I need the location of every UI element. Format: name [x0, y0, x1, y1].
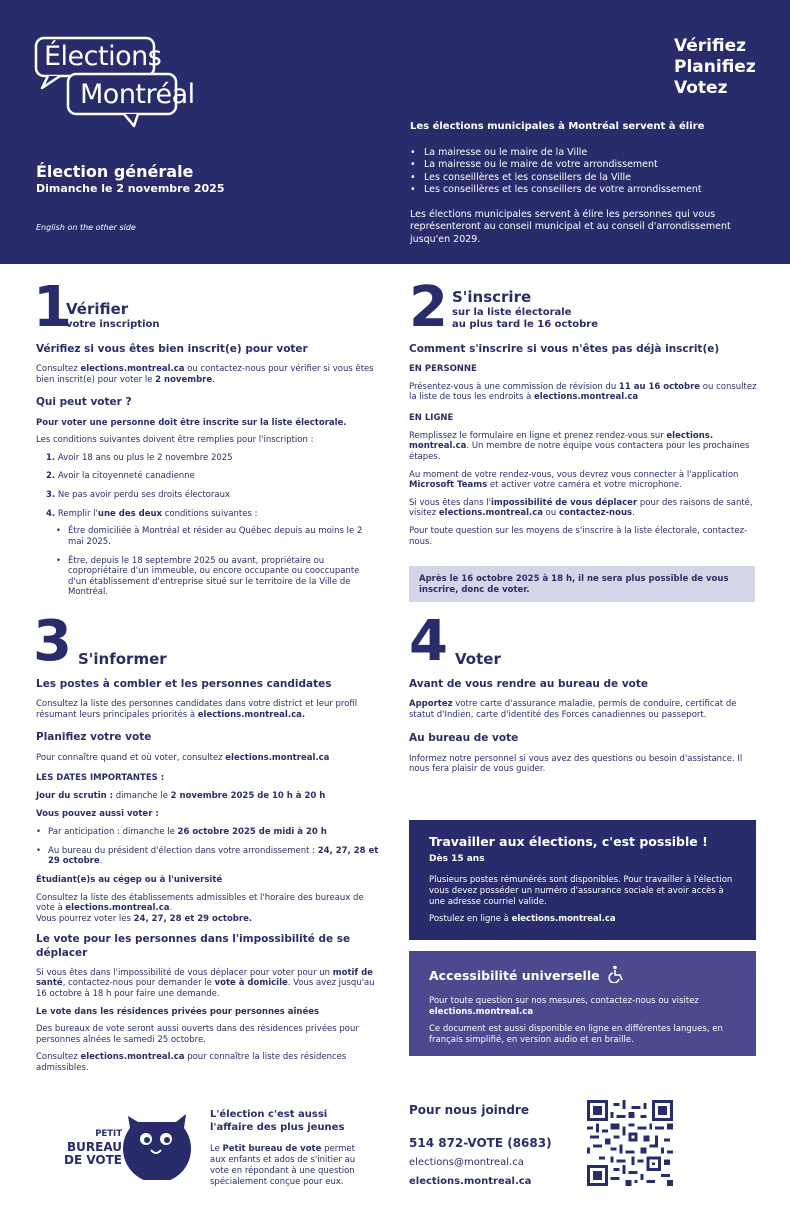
petit-bureau-logo	[52, 1128, 122, 1167]
section-4-body	[409, 678, 757, 782]
sub-condition: • Être domiciliée à Montréal et résider au Québec depuis au moins le 2 mai 2025.	[56, 526, 378, 547]
online-heading: EN LIGNE	[409, 413, 454, 423]
condition-item: 2. Avoir la citoyenneté canadienne	[46, 471, 195, 482]
conditions-intro: Les conditions suivantes doivent être remplies pour l'inscription :	[36, 435, 314, 446]
returning-office-item: • Au bureau du président d'élection dans votre arrondissement : 24, 27, 28 et 29 octobre.	[36, 846, 382, 867]
section-2-subtitle-1: sur la liste électorale	[452, 307, 572, 318]
tagline-verifiez: Vérifiez	[674, 36, 746, 56]
english-note: English on the other side	[36, 223, 136, 232]
logo-text-montreal: Montréal	[80, 79, 195, 110]
mobility-text: Si vous êtes dans l'impossibilité de vous déplacer pour des raisons de santé, visitez elections.montreal.ca ou contactez-nous.	[409, 497, 753, 519]
logo-bureau: BUREAU	[67, 1140, 122, 1154]
header-banner	[0, 0, 790, 264]
logo-petit: PETIT	[95, 1129, 122, 1139]
contact-phone[interactable]: 514 872-VOTE (8683)	[409, 1136, 552, 1150]
job-apply: Postulez en ligne à elections.montreal.ca	[429, 913, 616, 924]
intro-heading: Les élections municipales à Montréal servent à élire	[410, 121, 705, 132]
elections-montreal-logo	[34, 36, 195, 130]
condition-item: 3. Ne pas avoir perdu ses droits électoraux	[46, 490, 231, 500]
section-4-heading: Avant de vous rendre au bureau de vote	[409, 678, 649, 690]
election-day: Jour du scrutin : dimanche le 2 novembre 2025 de 10 h à 20 h	[36, 790, 326, 801]
candidates-text: Consultez la liste des personnes candidates dans votre district et leur profil résumant leurs principales priorités à elections.montreal.ca.	[36, 699, 358, 720]
question-text: Pour toute question sur les moyens de s'inscrire à la liste électorale, contactez-nous.	[409, 526, 748, 547]
accessibility-box	[409, 951, 756, 1056]
section-1-number: 1	[33, 275, 72, 340]
home-vote-text: Si vous êtes dans l'impossibilité de vous déplacer pour voter pour un motif de santé, contactez-nous pour demander le vote à domicile. Vous avez jusqu'au 16 octobre à 18 h pour faire une demande.	[36, 967, 375, 999]
tagline-votez: Votez	[674, 78, 728, 98]
students-heading: Étudiant(e)s au cégep ou à l'université	[36, 874, 223, 885]
condition-item: 4. Remplir l'une des deux conditions suivantes : • Être domiciliée à Montréal et résider au Québec depuis au moins le 2 mai 2025. • Être, depuis le 18 septembre 2025 ou avant, propriétaire ou copropriétaire d'un immeuble, ou encore occupante ou cooccupante d'un établissement d'entreprise situé sur le territoire de la Ville de Montréal.	[36, 509, 378, 598]
advance-vote-list	[36, 827, 382, 867]
contact-block	[409, 1103, 579, 1188]
qr-code[interactable]	[587, 1100, 673, 1186]
kids-heading-1: L'élection c'est aussi	[210, 1109, 328, 1120]
contact-website[interactable]: elections.montreal.ca	[409, 1175, 532, 1187]
deadline-warning: Après le 16 octobre 2025 à 18 h, il ne sera plus possible de vous inscrire, donc de voter.	[409, 566, 755, 602]
residences-link-text: Consultez elections.montreal.ca pour connaître la liste des résidences admissibles.	[36, 1052, 347, 1073]
intro-block	[410, 121, 760, 253]
at-polling-heading: Au bureau de vote	[409, 732, 519, 745]
plan-vote-text: Pour connaître quand et où voter, consultez elections.montreal.ca	[36, 752, 330, 763]
section-2-title: S'inscrire	[452, 288, 532, 306]
condition-item: 1. Avoir 18 ans ou plus le 2 novembre 2025	[46, 452, 233, 463]
contact-email[interactable]: elections@montreal.ca	[409, 1157, 524, 1168]
intro-item: • Les conseillères et les conseillers de votre arrondissement	[410, 184, 760, 197]
other-options-heading: Vous pouvez aussi voter :	[36, 809, 159, 820]
section-2-heading: Comment s'inscrire si vous n'êtes pas déjà inscrit(e)	[409, 343, 720, 355]
section-2-number: 2	[409, 275, 448, 340]
residences-text: Des bureaux de vote seront aussi ouverts dans des résidences privées pour personnes aînées le samedi 25 octobre.	[36, 1024, 359, 1045]
students-text: Consultez la liste des établissements admissibles et l'horaire des bureaux de vote à elections.montreal.ca. Vous pourrez voter les 24, 27, 28 et 29 octobre.	[36, 892, 364, 924]
logo-text-elections: Élections	[44, 41, 162, 72]
who-can-vote-heading: Qui peut voter ?	[36, 396, 132, 409]
intro-item: • La mairesse ou le maire de la Ville	[410, 147, 760, 160]
home-vote-heading: Le vote pour les personnes dans l'impossibilité de se déplacer	[36, 933, 351, 959]
job-text: Plusieurs postes rémunérés sont disponibles. Pour travailler à l'élection vous devez posséder un numéro d'assurance sociale et avoir accès à une adresse courriel valide.	[429, 874, 733, 907]
election-date: Dimanche le 2 novembre 2025	[36, 182, 225, 195]
section-1-text: Consultez elections.montreal.ca ou contactez-nous pour vérifier si vous êtes bien inscrit(e) pour voter le 2 novembre.	[36, 364, 374, 385]
section-1-body	[36, 343, 378, 606]
section-4-number: 4	[409, 609, 448, 674]
residences-heading: Le vote dans les résidences privées pour personnes aînées	[36, 1006, 320, 1017]
kids-text: Le Petit bureau de vote permet aux enfants et ados de s'initier au vote en répondant à une question spécialement conçue pour eux.	[210, 1144, 356, 1187]
id-text: Apportez votre carte d'assurance maladie, permis de conduire, certificat de statut d'Indien, carte d'identité des Forces canadiennes ou passeport.	[409, 699, 737, 720]
at-polling-text: Informez notre personnel si vous avez des questions ou besoin d'assistance. Il nous fera plaisir de vous guider.	[409, 753, 743, 775]
sub-condition: • Être, depuis le 18 septembre 2025 ou avant, propriétaire ou copropriétaire d'un immeuble, ou encore occupante ou cooccupante d'un établissement d'entreprise situé sur le territoire de la Ville de Montréal.	[56, 556, 378, 599]
section-4-title: Voter	[455, 650, 501, 668]
logo-de-vote: DE VOTE	[64, 1153, 122, 1167]
section-3-heading: Les postes à combler et les personnes candidates	[36, 678, 332, 690]
section-2-body	[409, 343, 757, 554]
job-title: Travailler aux élections, c'est possible !	[429, 834, 708, 849]
section-1-title: Vérifier	[66, 300, 129, 318]
section-3-title: S'informer	[78, 650, 167, 668]
appointment-text: Au moment de votre rendez-vous, vous devrez vous connecter à l'application Microsoft Teams et activer votre caméra et votre microphone.	[409, 469, 739, 491]
section-1-subtitle: votre inscription	[66, 319, 160, 330]
intro-text: Les élections municipales servent à élire les personnes qui vous représenteront au conseil municipal et au conseil d'arrondissement jusqu'en 2029.	[410, 208, 731, 245]
kids-heading-2: l'affaire des plus jeunes	[210, 1122, 345, 1133]
tagline	[674, 36, 754, 99]
in-person-heading: EN PERSONNE	[409, 364, 477, 375]
kids-block	[210, 1108, 370, 1195]
dates-heading: LES DATES IMPORTANTES :	[36, 773, 165, 784]
plan-vote-heading: Planifiez votre vote	[36, 731, 152, 744]
section-3-number: 3	[33, 609, 72, 674]
job-box	[409, 820, 756, 940]
election-title: Élection générale	[36, 162, 194, 181]
intro-list	[410, 147, 760, 197]
mascot-icon	[120, 1106, 194, 1184]
job-age: Dès 15 ans	[429, 853, 485, 864]
in-person-text: Présentez-vous à une commission de révision du 11 au 16 octobre ou consultez la liste de tous les endroits à elections.montreal.ca	[409, 381, 757, 403]
accessibility-title: Accessibilité universelle	[429, 968, 600, 983]
tagline-planifiez: Planifiez	[674, 57, 756, 77]
section-2-subtitle-2: au plus tard le 16 octobre	[452, 319, 598, 330]
online-text: Remplissez le formulaire en ligne et prenez rendez-vous sur elections. montreal.ca. Un membre de notre équipe vous contactera pour les prochaines étapes.	[409, 430, 750, 462]
advance-vote-item: • Par anticipation : dimanche le 26 octobre 2025 de midi à 20 h	[36, 827, 382, 838]
section-3-body	[36, 678, 382, 1081]
wheelchair-icon	[608, 965, 626, 987]
intro-item: • La mairesse ou le maire de votre arrondissement	[410, 159, 760, 172]
section-1-heading: Vérifiez si vous êtes bien inscrit(e) pour voter	[36, 343, 308, 355]
conditions-list	[36, 453, 378, 598]
accessibility-text: Pour toute question sur nos mesures, contactez-nous ou visitez elections.montreal.ca	[429, 995, 699, 1017]
accessibility-formats: Ce document est aussi disponible en ligne en différentes langues, en français simplifié, en version audio et en braille.	[429, 1023, 723, 1045]
intro-item: • Les conseillères et les conseillers de la Ville	[410, 172, 760, 185]
contact-heading: Pour nous joindre	[409, 1103, 529, 1117]
list-requirement: Pour voter une personne doit être inscrite sur la liste électorale.	[36, 417, 347, 428]
